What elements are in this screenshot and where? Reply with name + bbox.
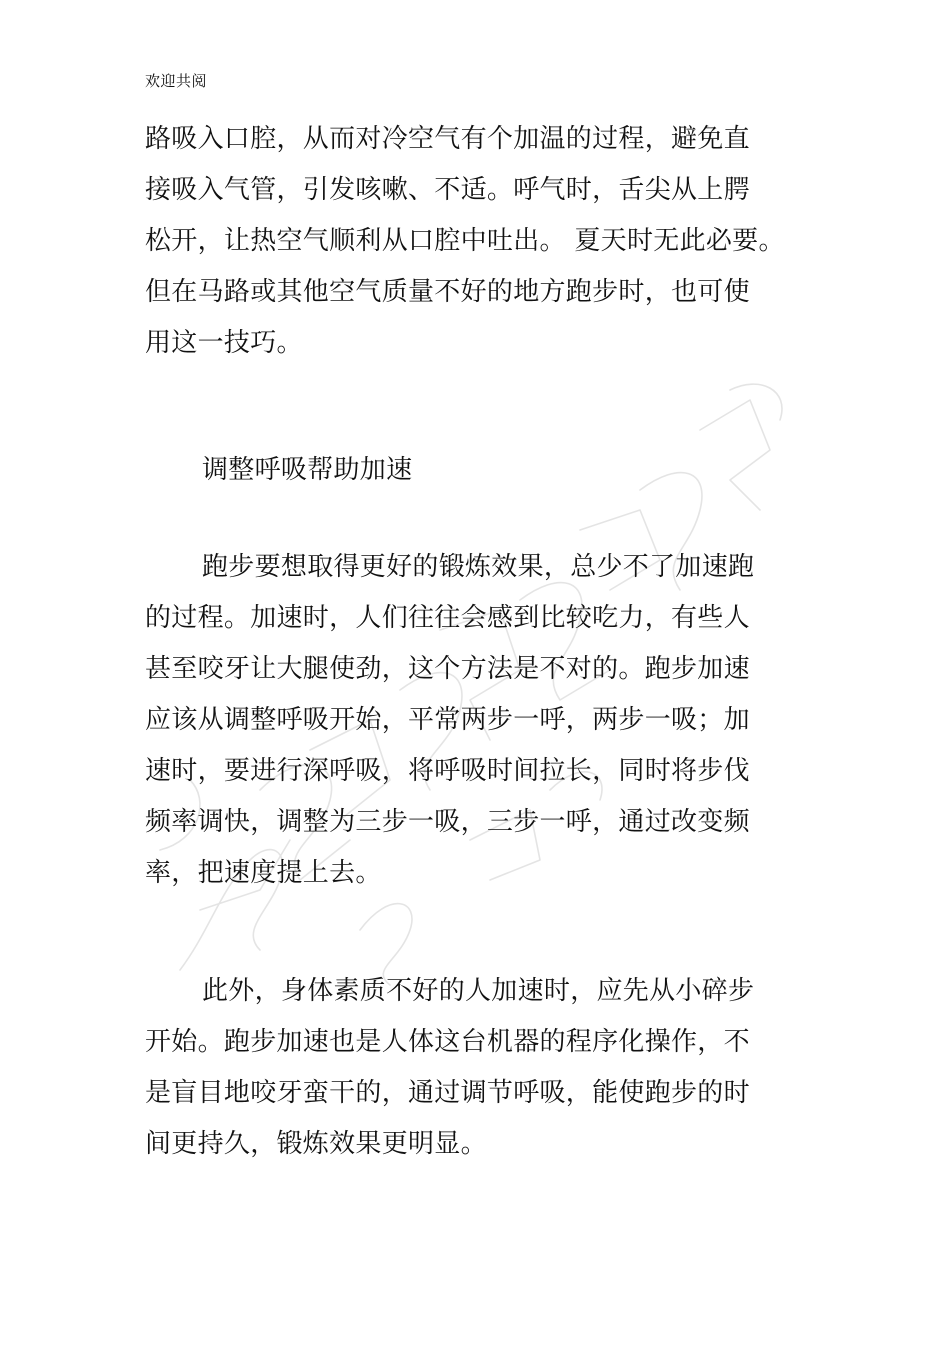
paragraph-line: 频率调快，调整为三步一吸，三步一呼，通过改变频 xyxy=(145,807,750,837)
intro-paragraph xyxy=(145,114,795,369)
paragraph-line: 应该从调整呼吸开始，平常两步一呼，两步一吸；加 xyxy=(145,705,750,735)
paragraph-line: 松开，让热空气顺利从口腔中吐出。 夏天时无此必要。 xyxy=(145,226,785,256)
paragraph-line: 是盲目地咬牙蛮干的，通过调节呼吸，能使跑步的时 xyxy=(145,1078,750,1108)
paragraph-line: 开始。跑步加速也是人体这台机器的程序化操作，不 xyxy=(145,1027,750,1057)
page-header-label: 欢迎共阅 xyxy=(145,72,208,90)
paragraph-line: 率，把速度提上去。 xyxy=(145,858,382,888)
small-steps-paragraph xyxy=(145,966,795,1170)
paragraph-line: 此外，身体素质不好的人加速时，应先从小碎步 xyxy=(202,976,755,1006)
acceleration-paragraph xyxy=(145,542,795,899)
paragraph-line: 甚至咬牙让大腿使劲，这个方法是不对的。跑步加速 xyxy=(145,654,750,684)
paragraph-line: 速时，要进行深呼吸，将呼吸时间拉长，同时将步伐 xyxy=(145,756,750,786)
paragraph-line: 间更持久，锻炼效果更明显。 xyxy=(145,1129,487,1159)
paragraph-line: 路吸入口腔，从而对冷空气有个加温的过程，避免直 xyxy=(145,124,750,154)
paragraph-line: 的过程。加速时，人们往往会感到比较吃力，有些人 xyxy=(145,603,750,633)
section-heading: 调整呼吸帮助加速 xyxy=(202,455,413,485)
paragraph-line: 接吸入气管，引发咳嗽、不适。呼气时，舌尖从上腭 xyxy=(145,175,750,205)
paragraph-line: 但在马路或其他空气质量不好的地方跑步时，也可使 xyxy=(145,277,750,307)
paragraph-line: 用这一技巧。 xyxy=(145,328,303,358)
paragraph-line: 跑步要想取得更好的锻炼效果，总少不了加速跑 xyxy=(202,552,755,582)
